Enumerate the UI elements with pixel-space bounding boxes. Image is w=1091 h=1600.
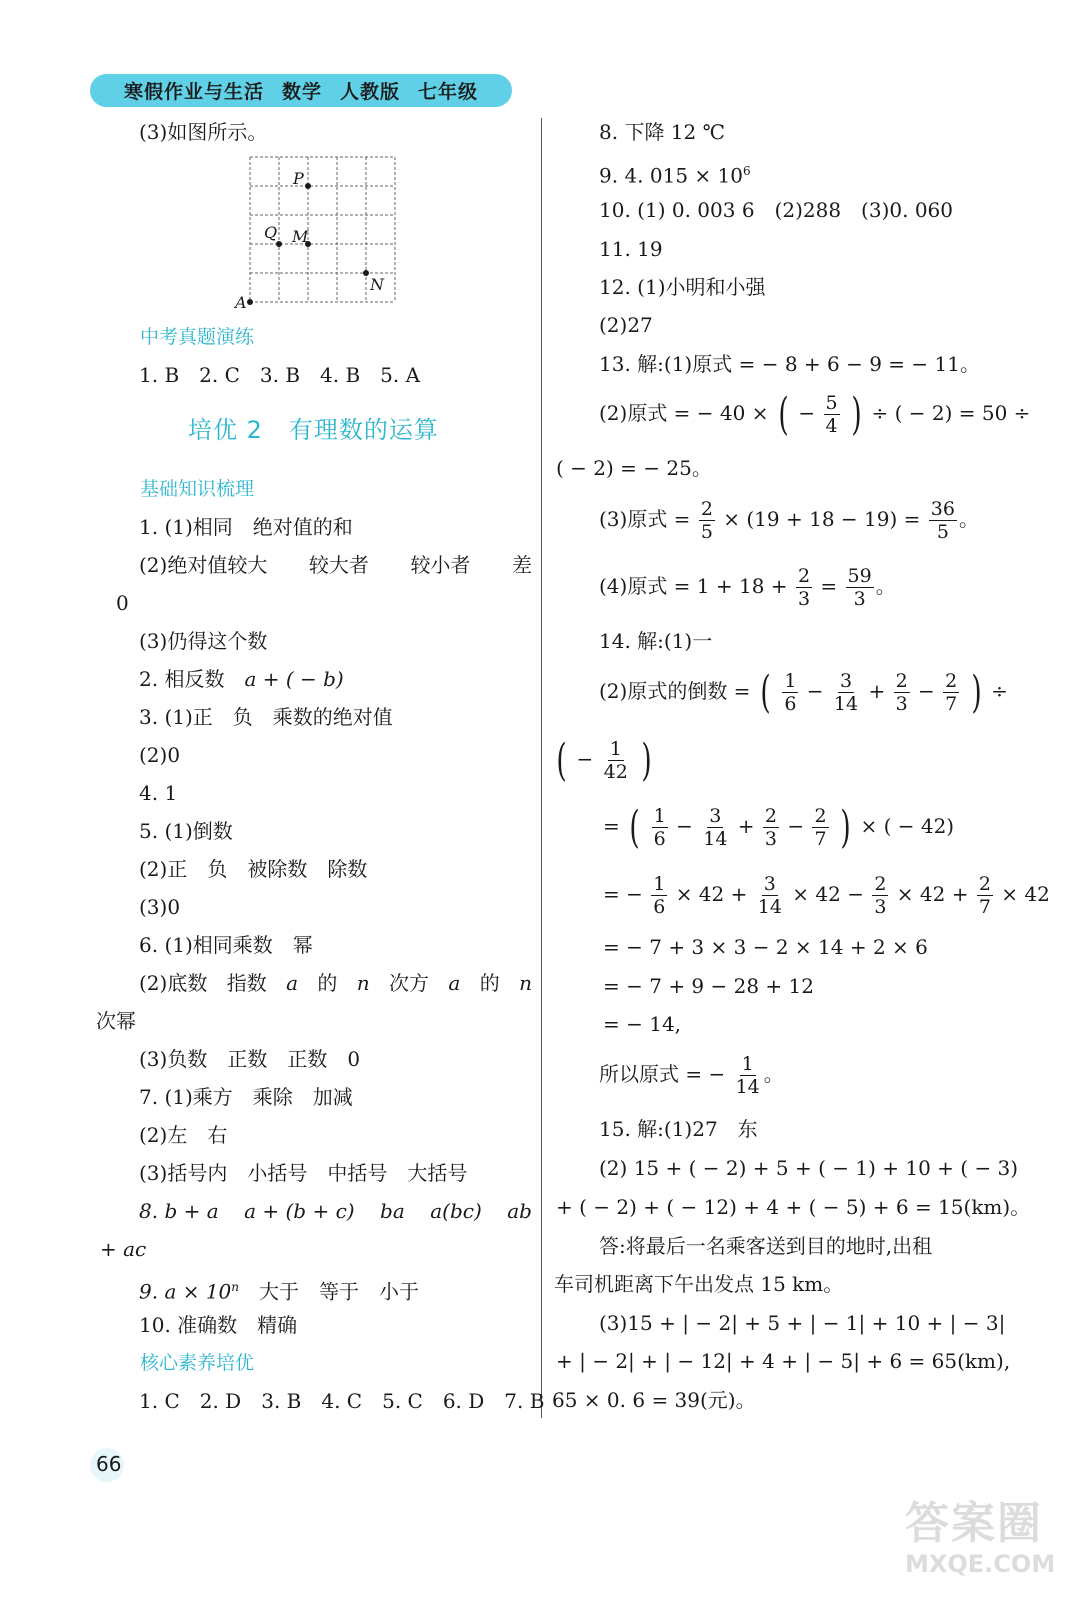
r-14h: = − 14, <box>603 1012 682 1036</box>
r-8: 8. 下降 12 ℃ <box>599 120 725 144</box>
r-10: 10. (1) 0. 003 6 (2)288 (3)0. 060 <box>599 198 953 222</box>
line-8: 5. (1)倒数 <box>139 819 233 843</box>
frac-59-3: $\frac{59}{3}$ <box>847 565 872 610</box>
line-1: 1. (1)相同 绝对值的和 <box>139 515 353 539</box>
r-13d: (4)原式 = 1 + 18 + $\frac{2}{3}$ = $\frac{59}{3}$ 。 <box>599 565 896 610</box>
r-12: 12. (1)小明和小强 <box>599 275 766 299</box>
r13b-b: ÷ ( − 2) = 50 ÷ <box>871 401 1031 425</box>
l2d: 差 <box>511 553 532 577</box>
zhongkao-answers: 1. B 2. C 3. B 4. B 5. A <box>139 363 421 387</box>
l12b: 指数 <box>226 971 267 995</box>
l4a: 2. 相反数 <box>139 667 245 691</box>
label-a: A <box>235 293 247 310</box>
chapter-heading <box>188 416 439 444</box>
l12h: 的 <box>479 971 500 995</box>
line-16: (3)括号内 小括号 中括号 大括号 <box>139 1161 468 1185</box>
header-bar <box>90 74 512 107</box>
label-m: M <box>292 227 309 246</box>
label-p: P <box>293 169 304 188</box>
r-13c: (3)原式 = $\frac{2}{5}$ × (19 + 18 − 19) = $\frac{36}{5}$ 。 <box>599 498 979 543</box>
l12d: 的 <box>317 971 338 995</box>
r-14e: = − $\frac{1}{6}$ × 42 + $\frac{3}{14}$ × 42 − $\frac{2}{3}$ × 42 + $\frac{2}{7}$ × 42 <box>603 873 1050 918</box>
point-p <box>305 183 311 189</box>
line-4 <box>139 665 344 693</box>
l12f: 次方 <box>389 971 430 995</box>
chapter-number: 培优 2 <box>188 416 263 444</box>
l12e: n <box>356 971 370 995</box>
line-2-cont: 0 <box>116 591 129 615</box>
r-15d: 答:将最后一名乘客送到目的地时,出租 <box>599 1234 933 1258</box>
line-11: 6. (1)相同乘数 幂 <box>139 933 313 957</box>
line-14: 7. (1)乘方 乘除 加减 <box>139 1085 353 1109</box>
frac-36-5: $\frac{36}{5}$ <box>930 498 955 543</box>
label-q: Q <box>264 223 278 242</box>
r-15b: (2) 15 + ( − 2) + 5 + ( − 1) + 10 + ( − 3) <box>599 1156 1019 1180</box>
r-14g: = − 7 + 9 − 28 + 12 <box>603 974 814 998</box>
point-n <box>363 270 369 276</box>
section-title-zhongkao: 中考真题演练 <box>140 326 255 348</box>
l17e: ab <box>507 1199 532 1223</box>
coordinate-grid-figure <box>230 150 410 310</box>
r-11: 11. 19 <box>599 237 663 261</box>
r13d-a: (4)原式 = 1 + 18 + <box>599 574 788 598</box>
line-6: (2)0 <box>139 743 181 767</box>
l12i: n <box>519 971 532 995</box>
r-15h: 65 × 0. 6 = 39(元)。 <box>552 1388 756 1412</box>
line-5: 3. (1)正 负 乘数的绝对值 <box>139 705 393 729</box>
line-19: 10. 准确数 精确 <box>139 1313 298 1337</box>
hexin-answers: 1. C 2. D 3. B 4. C 5. C 6. D 7. B <box>139 1389 545 1413</box>
frac-5-4: $\frac{5}{4}$ <box>825 392 838 437</box>
line-12 <box>139 969 532 997</box>
line-15: (2)左 右 <box>139 1123 228 1147</box>
l17c: ba <box>380 1199 405 1223</box>
r14b-a: (2)原式的倒数 = <box>599 679 751 703</box>
r-15f: (3)15 + | − 2| + 5 + | − 1| + 10 + | − 3| <box>599 1311 1006 1335</box>
frac-2-3: $\frac{2}{3}$ <box>797 565 811 610</box>
page-number: 66 <box>96 1452 122 1476</box>
l17b: a + (b + c) <box>244 1199 355 1223</box>
r-13b-cont: ( − 2) = − 25。 <box>556 456 712 480</box>
r13b-a: (2)原式 = − 40 × <box>599 401 769 425</box>
l4b: a + ( − b) <box>244 667 344 691</box>
r-14f: = − 7 + 3 × 3 − 2 × 14 + 2 × 6 <box>603 935 928 959</box>
line-3: (3)仍得这个数 <box>139 629 268 653</box>
frac-2-5: $\frac{2}{5}$ <box>700 498 713 543</box>
r-14b: (2)原式的倒数 = ( $\frac{1}{6}$ − $\frac{3}{14}$ + $\frac{2}{3}$ − $\frac{2}{7}$ ) ÷ <box>599 666 1008 718</box>
l18b: 大于 等于 小于 <box>239 1279 420 1304</box>
line-2 <box>139 551 532 579</box>
line-13: (3)负数 正数 正数 0 <box>139 1047 361 1071</box>
r-13: 13. 解:(1)原式 = − 8 + 6 − 9 = − 11。 <box>599 352 980 376</box>
line-10: (3)0 <box>139 895 181 919</box>
subject: 数学 <box>281 81 322 103</box>
r-13b: (2)原式 = − 40 × ( − $\frac{5}{4}$ ) ÷ ( − 2) = 50 ÷ <box>599 388 1031 440</box>
l17cont: + ac <box>100 1237 147 1261</box>
watermark-line-2: MXQE.COM <box>905 1550 1056 1578</box>
l2a: (2)绝对值较大 <box>139 553 268 577</box>
line-17 <box>139 1197 532 1225</box>
line-12-cont: 次幂 <box>96 1009 136 1033</box>
chapter-title: 有理数的运算 <box>288 416 439 444</box>
watermark-logo <box>905 1498 1075 1588</box>
point-a <box>247 299 253 305</box>
r9a: 9. 4. 015 × 10 <box>599 163 743 188</box>
r-15e: 车司机距离下午出发点 15 km。 <box>554 1272 844 1296</box>
l17a: 8. b + a <box>139 1199 219 1223</box>
r-12b: (2)27 <box>599 313 653 337</box>
line-17-cont <box>100 1235 146 1263</box>
r-9 <box>599 157 751 190</box>
l2b: 较大者 <box>308 553 369 577</box>
r13b-neg: − <box>798 401 816 425</box>
l2c: 较小者 <box>410 553 471 577</box>
r-14: 14. 解:(1)一 <box>599 629 713 653</box>
r13c-a: (3)原式 = <box>599 507 691 531</box>
watermark-line-1: 答案圈 <box>905 1498 1043 1549</box>
line-9: (2)正 负 被除数 除数 <box>139 857 368 881</box>
section-title-jichu: 基础知识梳理 <box>140 478 255 500</box>
r9sup: 6 <box>742 164 751 178</box>
label-n: N <box>370 275 384 294</box>
r-14i: 所以原式 = − $\frac{1}{14}$ 。 <box>599 1053 784 1098</box>
column-divider <box>541 118 542 1418</box>
l12c: a <box>286 971 299 995</box>
l18sup: n <box>231 1280 240 1294</box>
section-title-hexin: 核心素养培优 <box>140 1352 255 1374</box>
r-14d: = ( $\frac{1}{6}$ − $\frac{3}{14}$ + $\frac{2}{3}$ − $\frac{2}{7}$ ) × ( − 42) <box>603 801 955 853</box>
l12a: (2)底数 <box>139 971 208 995</box>
grade: 七年级 <box>418 81 479 103</box>
l18a: 9. a × 10 <box>139 1279 232 1304</box>
fig-intro: (3)如图所示。 <box>139 120 268 144</box>
edition: 人教版 <box>340 81 401 103</box>
r13c-b: × (19 + 18 − 19) = <box>723 507 921 531</box>
line-7: 4. 1 <box>139 781 178 805</box>
book-title: 寒假作业与生活 <box>123 81 264 103</box>
r-15: 15. 解:(1)27 东 <box>599 1117 758 1141</box>
line-18 <box>139 1273 419 1306</box>
r-15g: + | − 2| + | − 12| + 4 + | − 5| + 6 = 65(km), <box>556 1349 1011 1373</box>
l12g: a <box>448 971 461 995</box>
l17d: a(bc) <box>430 1199 482 1223</box>
r-14c: ( − $\frac{1}{42}$ ) <box>556 734 652 786</box>
r-15c: + ( − 2) + ( − 12) + 4 + ( − 5) + 6 = 15(km)。 <box>556 1195 1031 1219</box>
